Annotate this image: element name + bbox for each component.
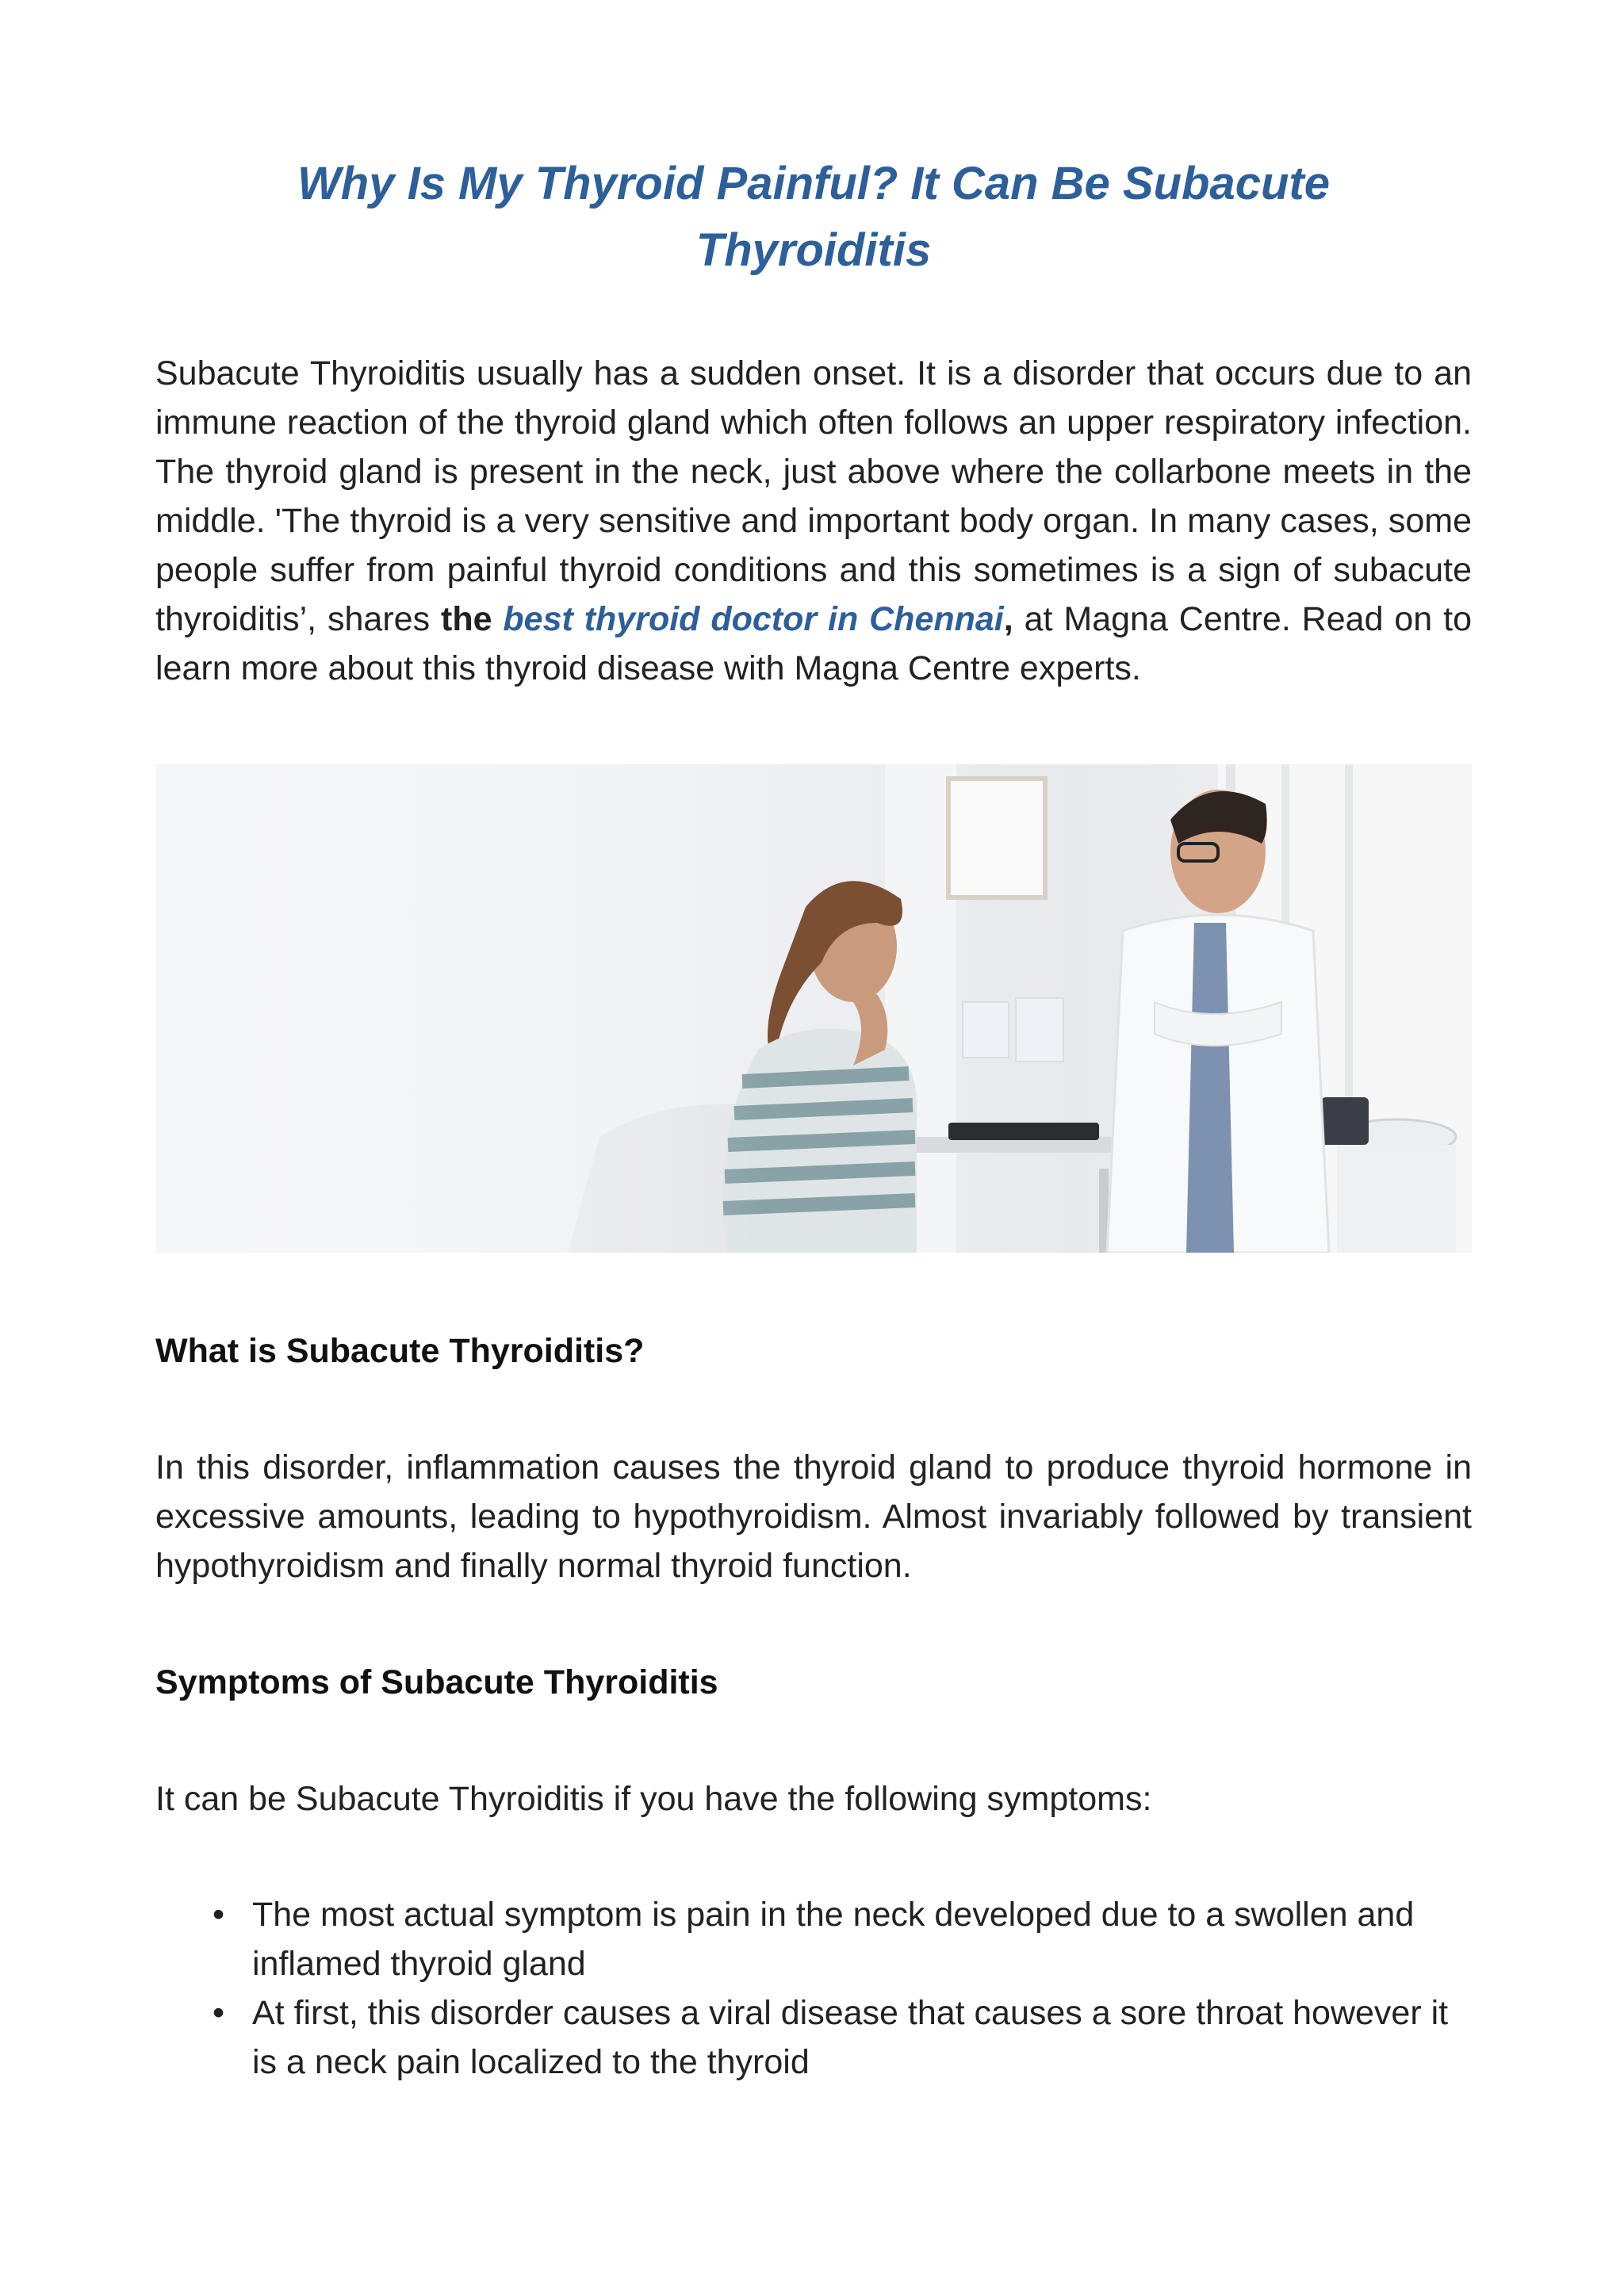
section-body-what-is: In this disorder, inflammation causes the thyroid gland to produce thyroid hormone in excessive amounts, leading to hypothyroidism. Almost invariably followed by transient hypothyroidism and finally normal thyroid function. [155,1448,1472,1585]
intro-text-part1: Subacute Thyroiditis usually has a sudden onset. It is a disorder that occurs due to an immune reaction of the thyroid gland which often follows an upper respiratory infection. The thyroid gland is present in the neck, just above where the collarbone meets in the middle. 'The thyroid is a very sensitive and important body organ. In many cases, some people suffer from painful thyroid conditions and this sometimes is a sign of subacute thyroiditis’, shares [155,354,1472,638]
doctor-patient-photo [155,764,1472,1253]
section-heading-what-is: What is Subacute Thyroiditis? [155,1332,645,1370]
section-body-symptoms: It can be Subacute Thyroiditis if you have the following symptoms: [155,1780,1152,1818]
list-item-text: At first, this disorder causes a viral disease that causes a sore throat however it is a neck pain localized to the thyroid [252,1994,1449,2081]
intro-bold-comma: , [1003,600,1013,638]
symptoms-list [155,1890,1472,2087]
document-page [155,151,1472,2087]
intro-paragraph [155,349,1472,693]
intro-bold-the: the [441,600,492,638]
intro-text-part2: at Magna Centre. Read on to learn more about this thyroid disease with Magna Centre experts. [155,600,1472,687]
list-item-text: The most actual symptom is pain in the neck developed due to a swollen and inflamed thyroid gland [252,1896,1415,1983]
best-thyroid-doctor-link[interactable]: best thyroid doctor in Chennai [503,600,1004,638]
section-heading-symptoms: Symptoms of Subacute Thyroiditis [155,1663,718,1701]
list-item [155,1988,1472,2087]
list-item [155,1890,1472,1988]
bullet-icon: • [213,1994,225,2032]
clinic-photo-illustration [155,764,1472,1253]
bullet-icon: • [213,1896,225,1934]
article-title: Why Is My Thyroid Painful? It Can Be Subacute Thyroiditis [297,158,1330,276]
